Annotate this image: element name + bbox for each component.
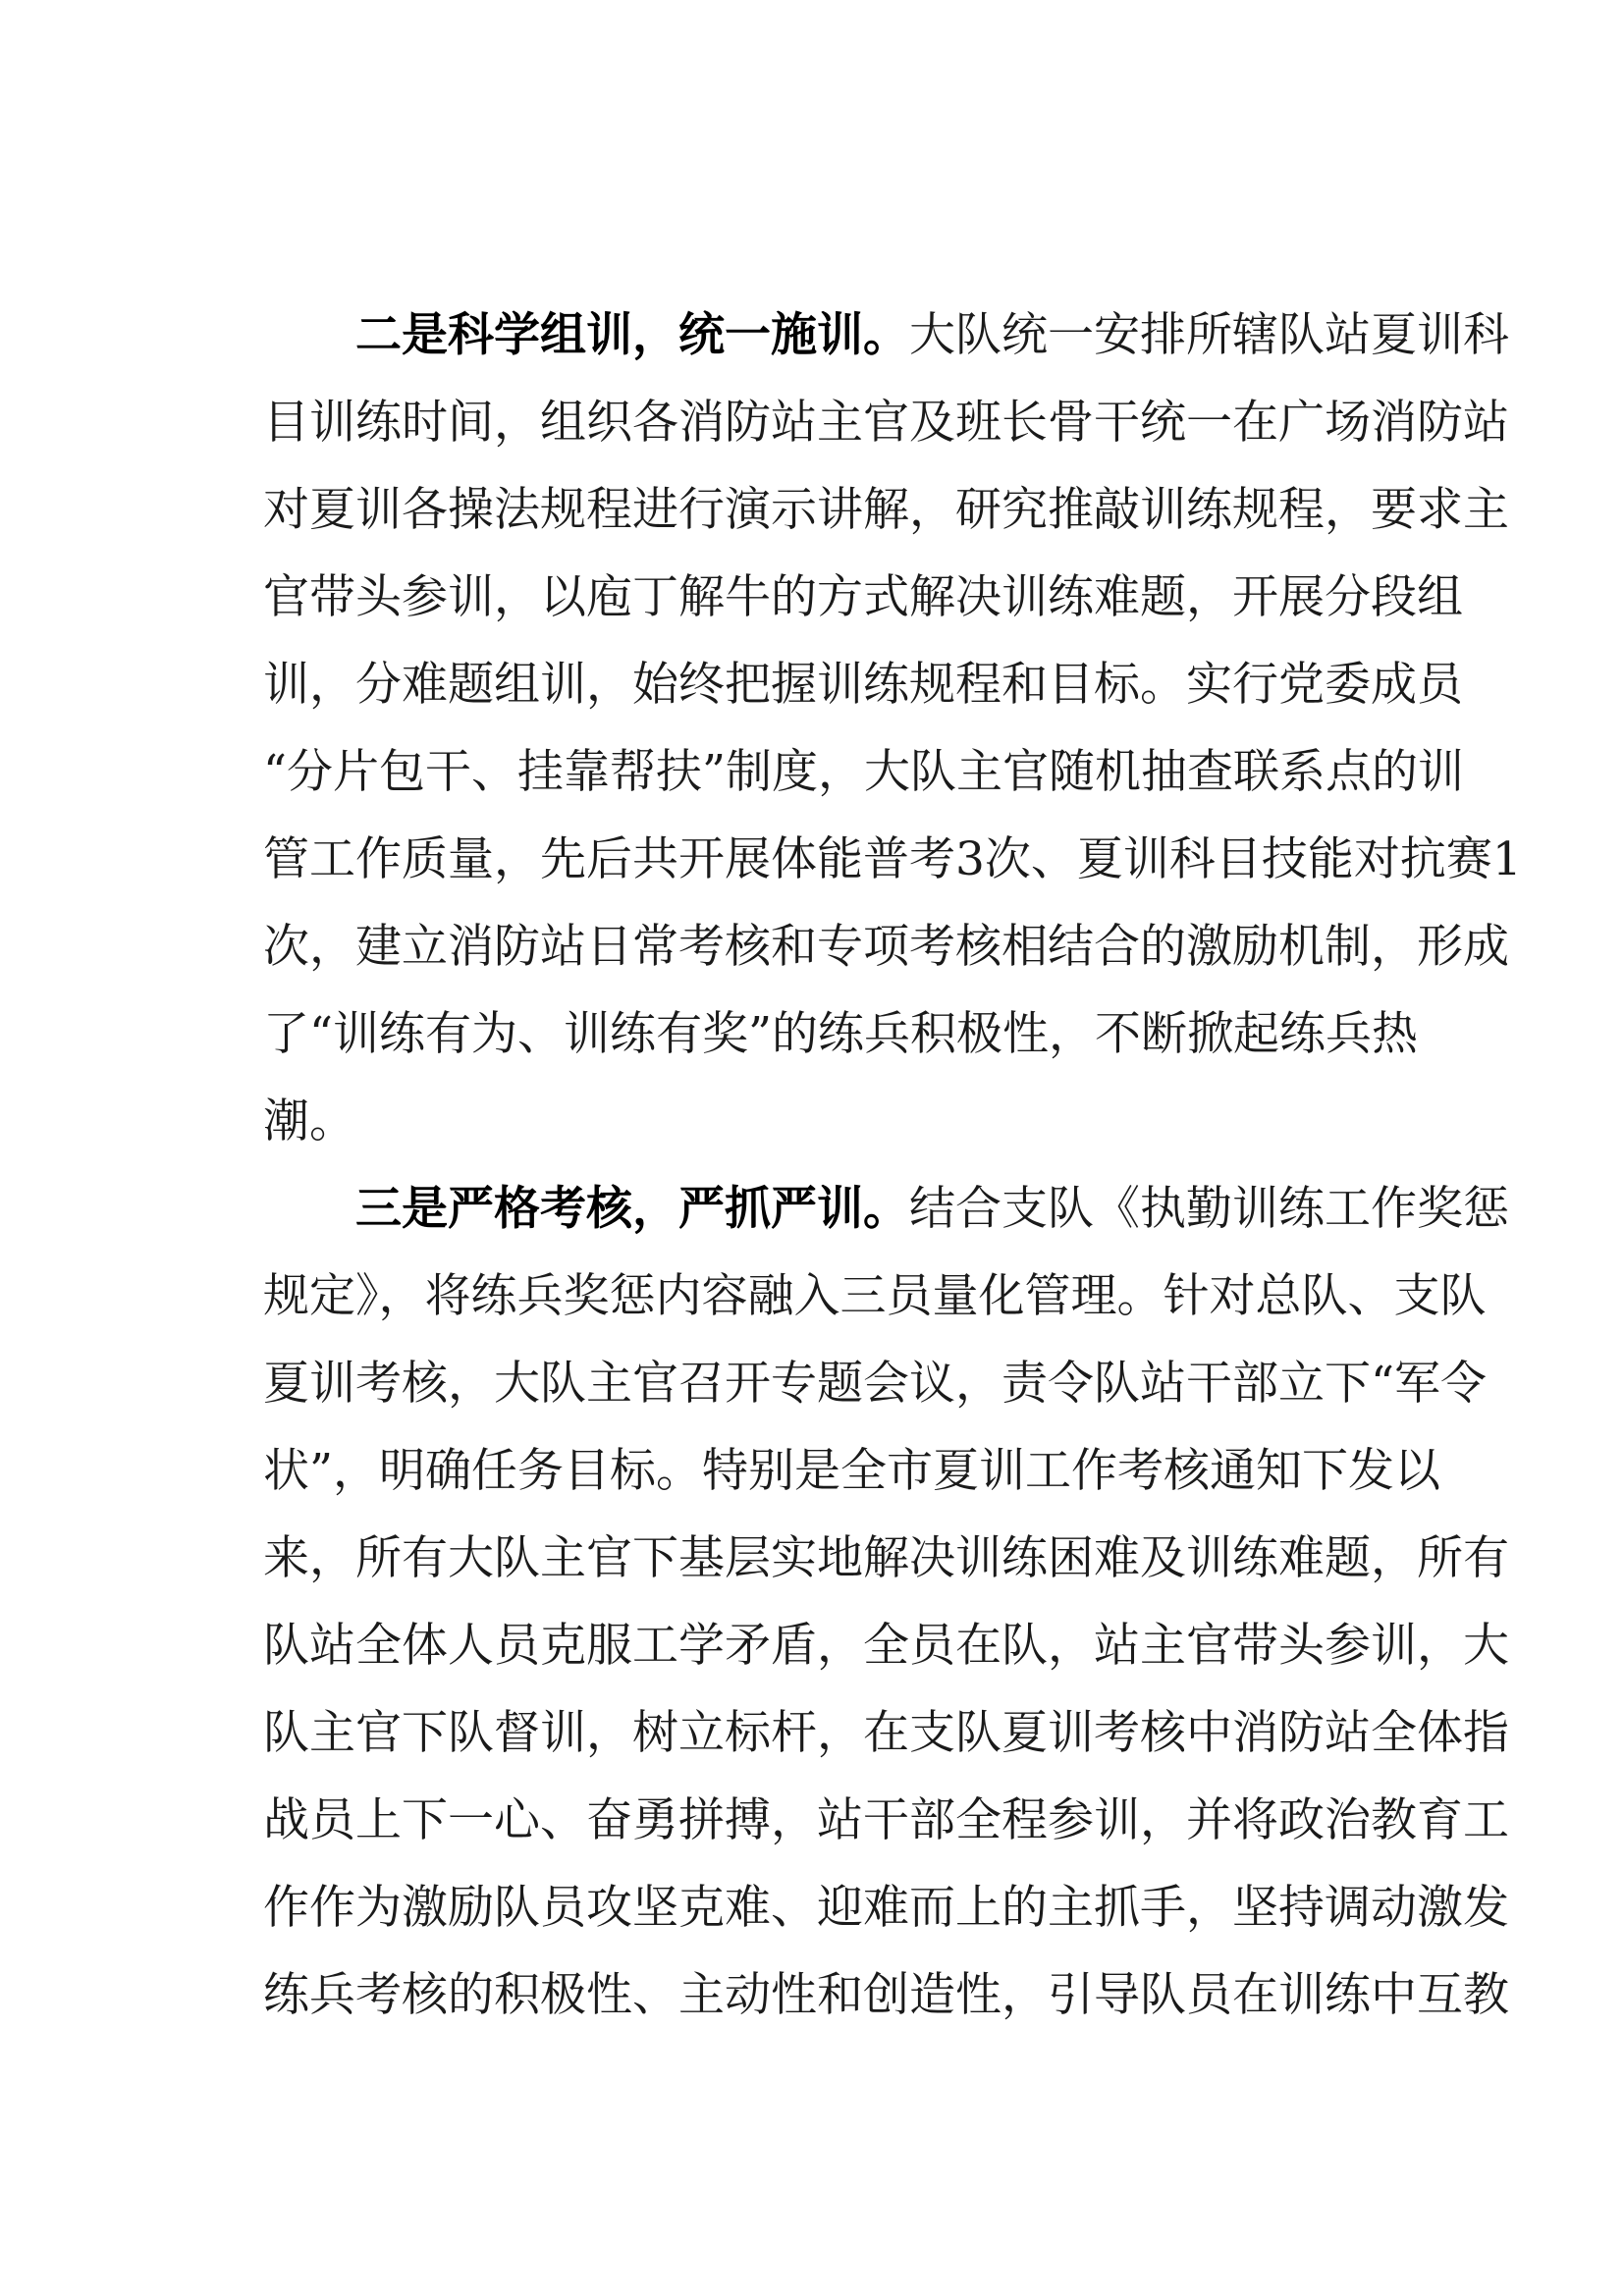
paragraph-1-line-5: 训，分难题组训，始终把握训练规程和目标。实行党委成员 [263,658,1463,712]
paragraph-2-line-3: 夏训考核，大队主官召开专题会议，责令队站干部立下“军令 [263,1357,1488,1411]
paragraph-1-text: 大队统一安排所辖队站夏训科 [909,308,1509,362]
paragraph-2-lead: 三是严格考核，严抓严训。 [355,1182,909,1236]
paragraph-2-line-1 [355,1180,1509,1239]
paragraph-2-line-8: 战员上下一心、奋勇拼搏，站干部全程参训，并将政治教育工 [263,1793,1509,1847]
paragraph-2-line-5: 来，所有大队主官下基层实地解决训练困难及训练难题，所有 [263,1531,1509,1585]
paragraph-1-line-9: 了“训练有为、训练有奖”的练兵积极性，不断掀起练兵热 [263,1007,1419,1061]
paragraph-1-lead: 二是科学组训，统一施训。 [355,308,909,362]
paragraph-2-line-4: 状”，明确任务目标。特别是全市夏训工作考核通知下发以 [263,1444,1441,1498]
paragraph-1-line-10: 潮。 [263,1095,355,1148]
paragraph-2-text: 结合支队《执勤训练工作奖惩 [909,1182,1509,1236]
paragraph-2-line-10: 练兵考核的积极性、主动性和创造性，引导队员在训练中互教 [263,1968,1509,2022]
paragraph-1-line-4: 官带头参训，以庖丁解牛的方式解决训练难题，开展分段组 [263,570,1463,624]
paragraph-1-line-8: 次，建立消防站日常考核和专项考核相结合的激励机制，形成 [263,920,1509,974]
paragraph-1-line-6: “分片包干、挂靠帮扶”制度，大队主官随机抽查联系点的训 [263,745,1465,799]
paragraph-2-line-7: 队主官下队督训，树立标杆，在支队夏训考核中消防站全体指 [263,1706,1509,1760]
paragraph-1-line-3: 对夏训各操法规程进行演示讲解，研究推敲训练规程，要求主 [263,483,1509,537]
paragraph-1-line-7: 管工作质量，先后共开展体能普考3次、夏训科目技能对抗赛1 [263,832,1522,886]
paragraph-2-line-9: 作作为激励队员攻坚克难、迎难而上的主抓手，坚持调动激发 [263,1881,1509,1935]
paragraph-2-line-6: 队站全体人员克服工学矛盾，全员在队，站主官带头参训，大 [263,1619,1509,1673]
paragraph-1-line-2: 目训练时间，组织各消防站主官及班长骨干统一在广场消防站 [263,396,1509,450]
paragraph-2-line-2: 规定》，将练兵奖惩内容融入三员量化管理。针对总队、支队 [263,1269,1487,1323]
paragraph-1-line-1 [355,306,1509,365]
